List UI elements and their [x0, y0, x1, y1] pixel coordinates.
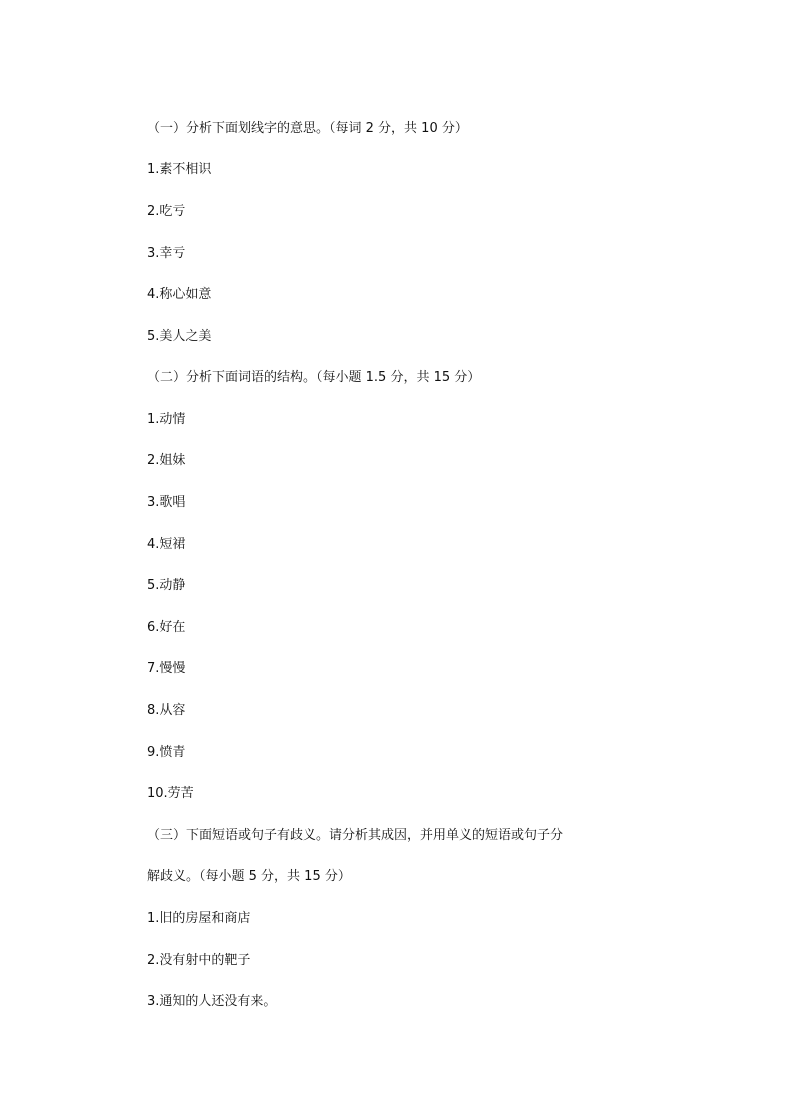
- section-2-item-4: 4.短裙: [147, 537, 186, 552]
- section-3-item-1: 1.旧的房屋和商店: [147, 911, 251, 926]
- section-1-item-4: 4.称心如意: [147, 287, 212, 302]
- section-2-item-1: 1.动情: [147, 412, 186, 427]
- section-1-item-5: 5.美人之美: [147, 329, 212, 344]
- section-2-item-10: 10.劳苦: [147, 786, 194, 801]
- section-2-item-7: 7.慢慢: [147, 661, 186, 676]
- section-1-item-3: 3.幸亏: [147, 246, 186, 261]
- section-1-heading: （一）分析下面划线字的意思。（每词 2 分，共 10 分）: [147, 121, 468, 136]
- section-2-item-5: 5.动静: [147, 578, 186, 593]
- section-2-item-6: 6.好在: [147, 620, 186, 635]
- section-2-item-9: 9.愤青: [147, 745, 186, 760]
- section-3-item-2: 2.没有射中的靶子: [147, 953, 251, 968]
- section-3-heading-line-2: 解歧义。（每小题 5 分，共 15 分）: [147, 869, 351, 884]
- section-3-item-3: 3.通知的人还没有来。: [147, 994, 277, 1009]
- section-2-item-3: 3.歌唱: [147, 495, 186, 510]
- section-2-heading: （二）分析下面词语的结构。（每小题 1.5 分，共 15 分）: [147, 370, 481, 385]
- section-3-heading-line-1: （三）下面短语或句子有歧义。请分析其成因，并用单义的短语或句子分: [147, 828, 564, 843]
- section-2-item-8: 8.从容: [147, 703, 186, 718]
- section-1-item-2: 2.吃亏: [147, 204, 186, 219]
- section-1-item-1: 1.素不相识: [147, 162, 212, 177]
- section-2-item-2: 2.姐妹: [147, 453, 186, 468]
